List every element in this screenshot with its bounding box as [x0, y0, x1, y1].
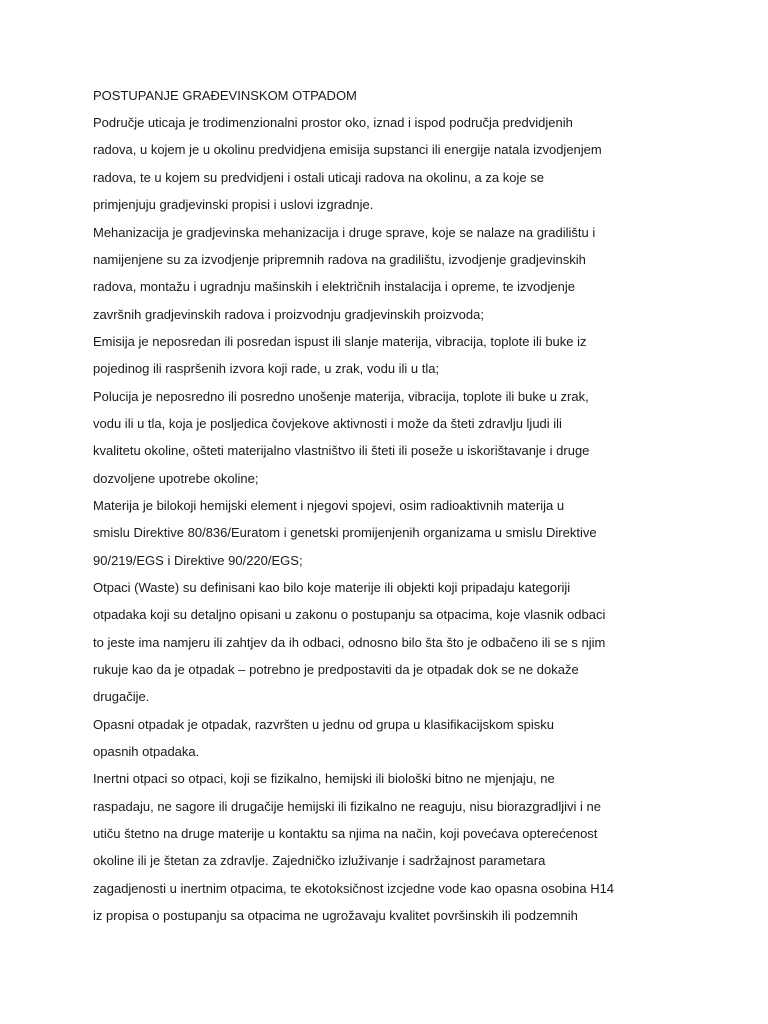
paragraph-line: otpadaka koji su detaljno opisani u zakonu o postupanju sa otpacima, koje vlasnik odbaci — [93, 607, 606, 622]
paragraph-line: 90/219/EGS i Direktive 90/220/EGS; — [93, 553, 303, 568]
paragraph-line: zagadjenosti u inertnim otpacima, te ekotoksičnost izcjedne vode kao opasna osobina H14 — [93, 881, 615, 896]
paragraph-line: Emisija je neposredan ili posredan ispust ili slanje materija, vibracija, toplote ili buke iz — [93, 334, 587, 349]
paragraph-line: Polucija je neposredno ili posredno unošenje materija, vibracija, toplote ili buke u zrak, — [93, 389, 589, 404]
paragraph-line: Područje uticaja je trodimenzionalni prostor oko, iznad i ispod područja predvidjenih — [93, 115, 573, 130]
paragraph-line: rukuje kao da je otpadak – potrebno je predpostaviti da je otpadak dok se ne dokaže — [93, 662, 579, 677]
paragraph-line: pojedinog ili raspršenih izvora koji rade, u zrak, vodu ili u tla; — [93, 361, 440, 376]
document-title: POSTUPANJE GRAĐEVINSKOM OTPADOM — [93, 88, 357, 103]
paragraph-line: namijenjene su za izvodjenje pripremnih radova na gradilištu, izvodjenje gradjevinskih — [93, 252, 586, 267]
paragraph-line: smislu Direktive 80/836/Euratom i genetski promijenjenih organizama u smislu Direktive — [93, 525, 597, 540]
paragraph-line: primjenjuju gradjevinski propisi i uslovi izgradnje. — [93, 197, 374, 212]
paragraph-line: završnih gradjevinskih radova i proizvodnju gradjevinskih proizvoda; — [93, 307, 484, 322]
paragraph-line: Materija je bilokoji hemijski element i njegovi spojevi, osim radioaktivnih materija u — [93, 498, 565, 513]
paragraph-line: to jeste ima namjeru ili zahtjev da ih odbaci, odnosno bilo šta što je odbačeno ili se s njim — [93, 635, 606, 650]
paragraph-line: radova, te u kojem su predvidjeni i ostali uticaji radova na okolinu, a za koje se — [93, 170, 544, 185]
paragraph-line: drugačije. — [93, 689, 150, 704]
paragraph-line: opasnih otpadaka. — [93, 744, 200, 759]
paragraph-line: kvalitetu okoline, ošteti materijalno vlastništvo ili šteti ili poseže u iskorištavanje i druge — [93, 443, 590, 458]
paragraph-line: Inertni otpaci so otpaci, koji se fizikalno, hemijski ili biološki bitno ne mjenjaju, ne — [93, 771, 555, 786]
paragraph-line: dozvoljene upotrebe okoline; — [93, 471, 259, 486]
paragraph-line: Opasni otpadak je otpadak, razvršten u jednu od grupa u klasifikacijskom spisku — [93, 717, 555, 732]
paragraph-line: Otpaci (Waste) su definisani kao bilo koje materije ili objekti koji pripadaju kategoriji — [93, 580, 571, 595]
paragraph-line: Mehanizacija je gradjevinska mehanizacija i druge sprave, koje se nalaze na gradilištu i — [93, 225, 596, 240]
paragraph-line: okoline ili je štetan za zdravlje. Zajedničko izluživanje i sadržajnost parametara — [93, 853, 546, 868]
paragraph-line: radova, montažu i ugradnju mašinskih i električnih instalacija i opreme, te izvodjenje — [93, 279, 575, 294]
paragraph-line: vodu ili u tla, koja je posljedica čovjekove aktivnosti i može da šteti zdravlju ljudi ili — [93, 416, 562, 431]
paragraph-line: radova, u kojem je u okolinu predvidjena emisija supstanci ili energije natala izvodjenjem — [93, 142, 602, 157]
paragraph-line: raspadaju, ne sagore ili drugačije hemijski ili fizikalno ne reaguju, nisu biorazgradljivi i ne — [93, 799, 601, 814]
paragraph-line: utiču štetno na druge materije u kontaktu sa njima na način, koji povećava opterećenost — [93, 826, 598, 841]
paragraph-line: iz propisa o postupanju sa otpacima ne ugrožavaju kvalitet površinskih ili podzemnih — [93, 908, 578, 923]
